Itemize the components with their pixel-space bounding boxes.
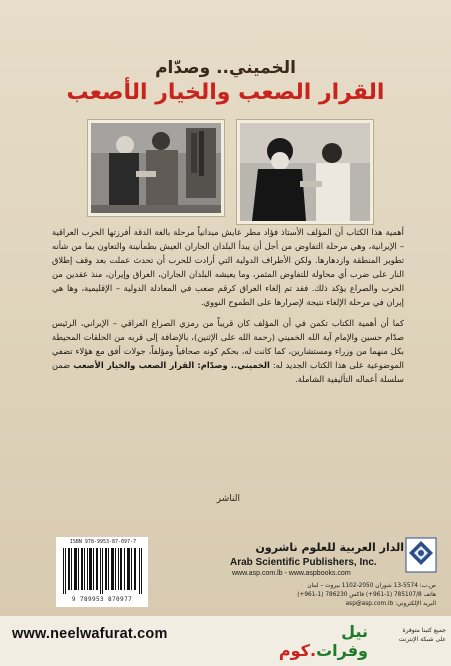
publisher-phone: هاتف 785107/8 (1-961+) فاكس 786230 (1-961+) [297,592,436,598]
cover-title: القرار الصعب والخيار الأصعب [66,80,385,105]
footer-note-line2: على شبكة الإنترنت [398,636,446,643]
barcode-bars [63,548,143,594]
publisher-address: ص.ب: 5574-13 شوران 2050-1102 بيروت – لبنان [307,583,436,589]
paragraph-2-end: ضمن سلسلة أعماله التأليفية الشاملة. [52,360,404,385]
handshake-photo-left-image [91,123,221,213]
paragraph-2-text: كما أن أهمية الكتاب تكمن في أن المؤلف كان قريباً من رمزي الصراع العراقي – الإيراني، الرئيس صدّام حسين والإمام آية الله الخميني (رحمة الله على الإثنين)، بالإضافة إلى قربه من الحلقات المحيطة بكل منهما من وزراء ومستشارين، كما كانت له، بحكم كونه صحافياً ومؤلفاً، جولات أفق مع هؤلاء تضفي الموضوعية على هذا الكتاب الجديد له: [52,318,404,371]
handshake-photo-left [88,120,224,216]
footer-url[interactable]: www.neelwafurat.com [12,626,168,642]
isbn-text: ISBN 978-9953-87-097-7 [69,539,137,545]
footer-note [372,626,446,644]
publisher-contact [236,582,436,609]
footer-note-line1: جميع كتبنا متوفرة [402,627,446,634]
publisher-logo-icon [405,537,437,573]
paragraph-2-book-title: الخميني.. وصدّام: القرار الصعب والخيار الأصعب [73,360,270,371]
footer-brand [266,622,368,660]
handshake-photo-right [237,120,373,224]
paragraph-2 [52,317,404,387]
publisher-label: الناشر [216,494,240,504]
publisher-name-arabic: الدار العربية للعلوم ناشرون [255,541,404,554]
paragraph-1: أهمية هذا الكتاب أن المؤلف الأستاذ فؤاد مطر عايش ميدانياً مرحلة بالغة الدقة أفرزتها الحرب العراقية – الإيرانية، وهي مرحلة التفاوض من أجل أن يبدأ البلدان الجاران العيش بطمأنينة والتعاون بما من شأنه تطوير المنطقة وازدهارها. ولكن الأطراف الدولية التي أرادت للحرب أن تحدث عملت بعد وقف إطلاق النار على ضرب أي محاولة للتفاوض المثمر، وما يعيشه البلدان الجاران، العراق وإيران، منذ عقدين من الحرب والصراع يؤكد ذلك. فقد تم إلغاء العراق كرقم صعب في المعادلة الدولية – الإقليمية، وها هي إيران في مرحلة الإلغاء نتيجة لإصرارها على الطموح النووي. [52,227,404,307]
handshake-photo-right-image [240,123,370,221]
publisher-websites: www.asp.com.lb - www.aspbooks.com [232,570,351,577]
barcode-number: 9 789953 870977 [71,596,133,603]
publisher-name-english: Arab Scientific Publishers, Inc. [230,557,377,568]
footer-brand-suffix: .كوم [278,641,317,660]
publisher-email: البريد الإلكتروني: asp@asp.com.lb [345,601,436,607]
footer-brand-name: نيل وفرات [316,622,368,660]
back-cover-text [52,226,404,395]
cover-subtitle: الخميني.. وصدّام [155,58,296,78]
